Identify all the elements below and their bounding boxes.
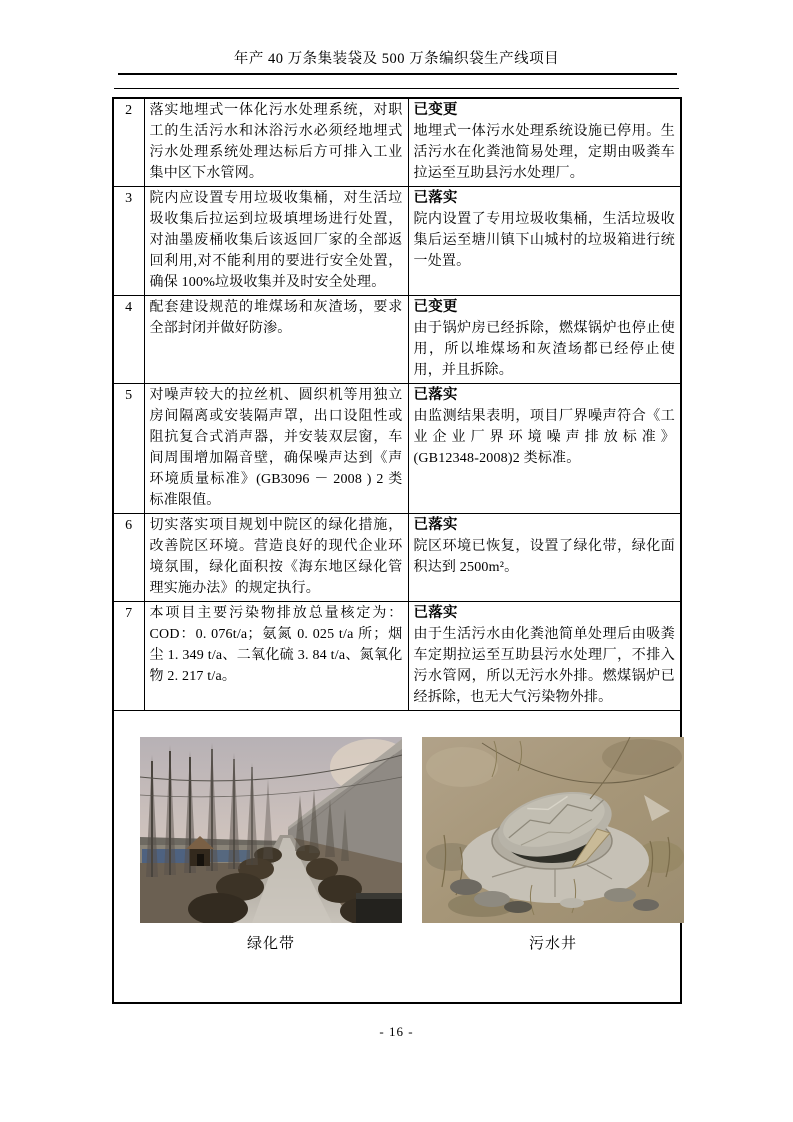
requirement-cell: 配套建设规范的堆煤场和灰渣场，要求全部封闭并做好防渗。 bbox=[144, 296, 408, 384]
status-detail: 由于生活污水由化粪池简单处理后由吸粪车定期拉运至互助县污水处理厂，不排入污水管网，所以无污水外排。燃煤锅炉已经拆除，也无大气污染物外排。 bbox=[413, 627, 675, 705]
header-rule bbox=[114, 88, 679, 89]
greenbelt-caption: 绿化带 bbox=[246, 936, 295, 952]
requirement-cell: 对噪声较大的拉丝机、圆织机等用独立房间隔离或安装隔声罩，出口设阻性或阻抗复合式消声器，并安装双层窗，车间周围增加隔音壁，确保噪声达到《声环境质量标准》(GB3096 － 2008 ) 2 类标准限值。 bbox=[144, 384, 408, 514]
page-header bbox=[114, 0, 679, 89]
page-title: 年产 40 万条集装袋及 500 万条编织袋生产线项目 bbox=[233, 51, 560, 67]
requirement-cell: 落实地埋式一体化污水处理系统，对职工的生活污水和沐浴污水必须经地埋式污水处理系统处理达标后方可排入工业集中区下水管网。 bbox=[144, 98, 408, 187]
status-detail: 院区环境已恢复，设置了绿化带，绿化面积达到 2500m²。 bbox=[413, 539, 675, 575]
status-detail: 地埋式一体污水处理系统设施已停用。生活污水在化粪池简易处理，定期由吸粪车拉运至互助县污水处理厂。 bbox=[413, 124, 675, 181]
status-label: 已落实 bbox=[413, 517, 458, 533]
row-number: 4 bbox=[113, 296, 144, 384]
status-label: 已落实 bbox=[413, 605, 458, 621]
photo-cell bbox=[113, 711, 681, 1003]
table-row bbox=[113, 187, 681, 296]
row-number: 3 bbox=[113, 187, 144, 296]
greenbelt-figure bbox=[140, 737, 402, 955]
status-cell bbox=[408, 296, 681, 384]
supervision-table bbox=[112, 97, 682, 1004]
requirement-cell: 切实落实项目规划中院区的绿化措施，改善院区环境。营造良好的现代企业环境氛围，绿化面积按《海东地区绿化管理实施办法》的规定执行。 bbox=[144, 514, 408, 602]
photo-row bbox=[113, 711, 681, 1003]
status-label: 已落实 bbox=[413, 387, 458, 403]
photo-strip bbox=[119, 712, 675, 955]
status-cell bbox=[408, 514, 681, 602]
header-rule bbox=[118, 73, 677, 75]
row-number: 6 bbox=[113, 514, 144, 602]
status-cell bbox=[408, 98, 681, 187]
status-cell bbox=[408, 384, 681, 514]
status-detail: 由于锅炉房已经拆除，燃煤锅炉也停止使用，所以堆煤场和灰渣场都已经停止使用，并且拆除。 bbox=[413, 321, 675, 378]
status-cell bbox=[408, 602, 681, 711]
sewage-well-photo bbox=[422, 737, 684, 923]
status-label: 已变更 bbox=[413, 299, 458, 315]
table-row bbox=[113, 98, 681, 187]
table-row bbox=[113, 384, 681, 514]
status-cell bbox=[408, 187, 681, 296]
status-detail: 院内设置了专用垃圾收集桶，生活垃圾收集后运至塘川镇下山城村的垃圾箱进行统一处置。 bbox=[413, 212, 675, 269]
greenbelt-photo bbox=[140, 737, 402, 923]
status-label: 已变更 bbox=[413, 102, 458, 118]
page-number: - 16 - bbox=[379, 1024, 414, 1039]
table-row bbox=[113, 514, 681, 602]
sewage-well-caption: 污水井 bbox=[528, 936, 577, 952]
row-number: 5 bbox=[113, 384, 144, 514]
row-number: 2 bbox=[113, 98, 144, 187]
requirement-cell: 本项目主要污染物排放总量核定为：COD：0. 076t/a；氨氮 0. 025 t/a 所；烟尘 1. 349 t/a、二氧化硫 3. 84 t/a、氮氧化物 2. 217 t/a。 bbox=[144, 602, 408, 711]
requirement-cell: 院内应设置专用垃圾收集桶，对生活垃圾收集后拉运到垃圾填埋场进行处置，对油墨废桶收集后该返回厂家的全部返回利用,对不能利用的要进行安全处置，确保 100%垃圾收集并及时安全处理。 bbox=[144, 187, 408, 296]
sewage-well-figure bbox=[422, 737, 684, 955]
table-row bbox=[113, 602, 681, 711]
status-label: 已落实 bbox=[413, 190, 458, 206]
table-row bbox=[113, 296, 681, 384]
row-number: 7 bbox=[113, 602, 144, 711]
status-detail: 由监测结果表明，项目厂界噪声符合《工业企业厂界环境噪声排放标准》(GB12348-2008)2 类标准。 bbox=[413, 409, 675, 466]
